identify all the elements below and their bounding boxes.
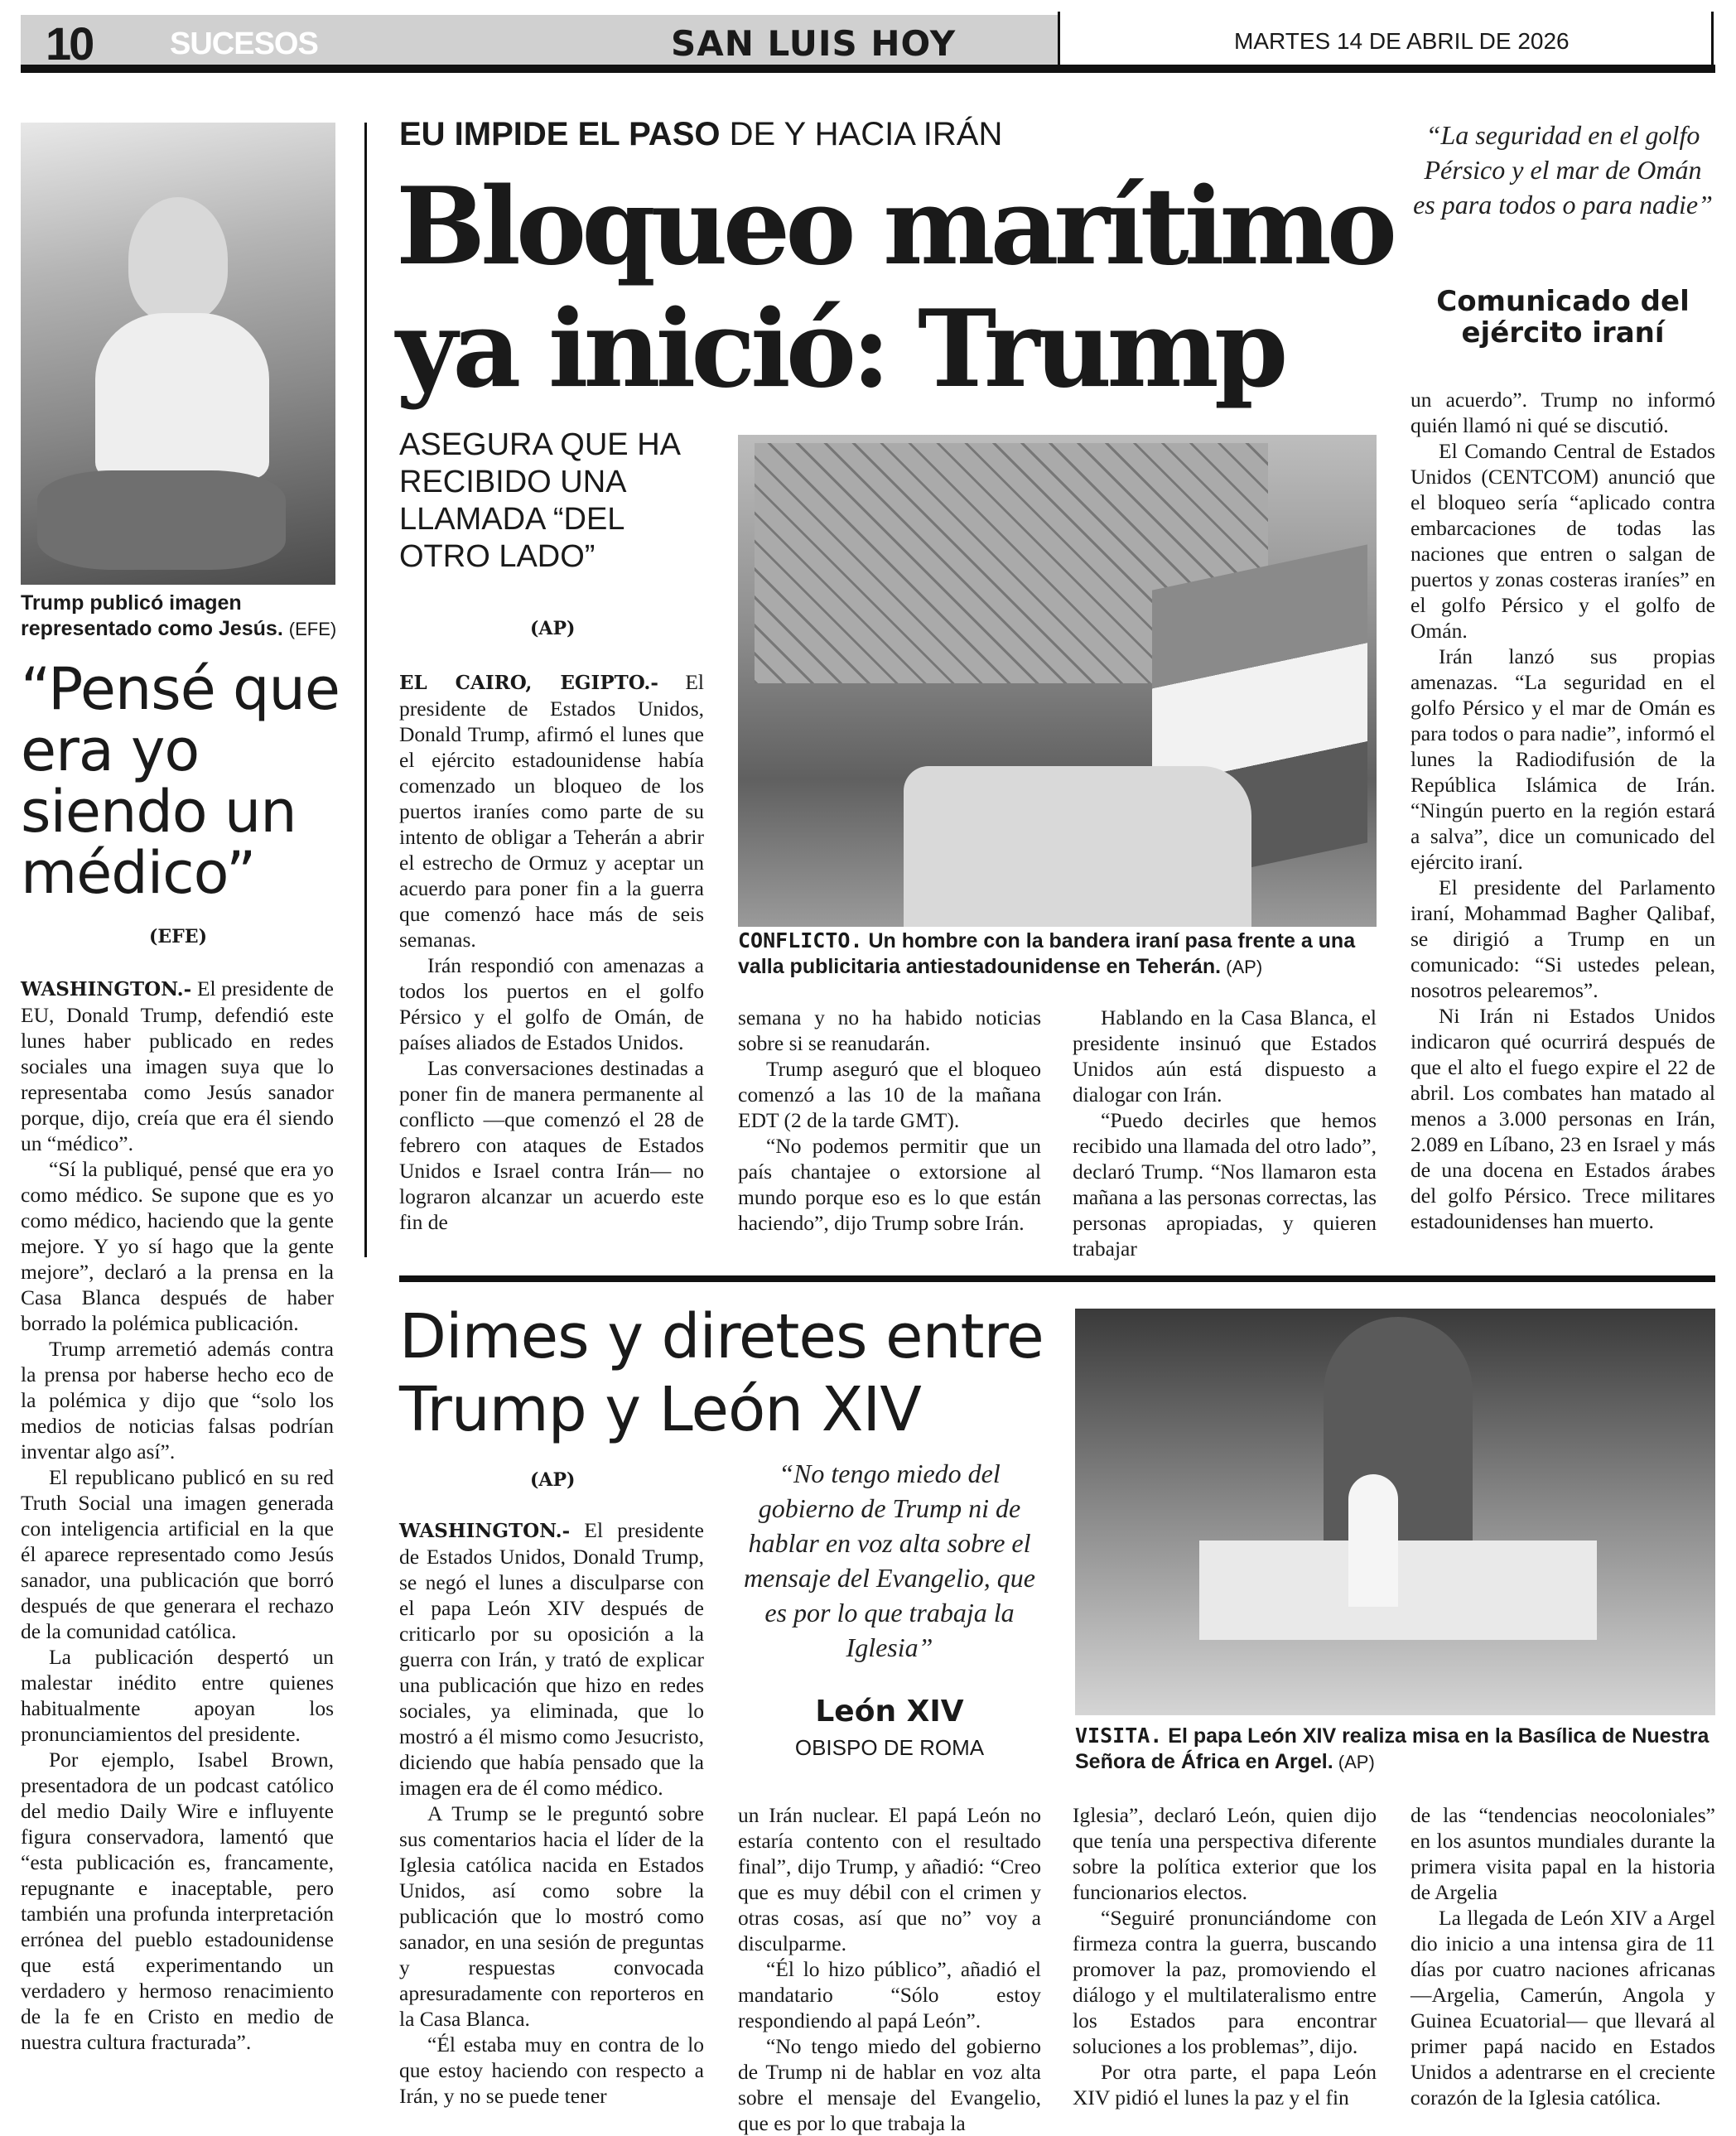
quote-title: OBISPO DE ROMA — [794, 1735, 985, 1760]
section-name: SUCESOS — [170, 27, 318, 61]
header-rule — [21, 65, 1715, 73]
header-divider — [1711, 12, 1714, 70]
photo-caption: VISITA. El papa León XIV realiza misa en la Basílica de Nuestra Señora de África en Argel. (AP) — [1075, 1724, 1709, 1773]
column-rule — [364, 123, 367, 1257]
main-body-col3: Hablando en la Casa Blanca, el presidente insinuó que Estados Unidos aún está dispuesto a dialogar con Irán. “Puedo decirles que hemos recibido una llamada del otro lado”, declaró Trump. “Nos llamaron esta mañana a las personas correctas, las personas apropiadas, y quieren trabajar — [1073, 1005, 1377, 1261]
page-number: 10 — [46, 17, 93, 70]
second-body-col1: WASHINGTON.- El presidente de Estados Unidos, Donald Trump, se negó el lunes a disculparse con el papa León XIV después de criticarlo por su oposición a la guerra con Irán, y trató de explicar una publicación que hizo en redes sociales, ya eliminada, que lo mostró a él mismo como Jesucristo, diciendo que había pensado que la imagen era de él como médico. A Trump se le preguntó sobre sus comentarios hacia el líder de la Iglesia católica nacida en Estados Unidos, así como sobre la publicación que lo mostró como sanador, en una sesión de preguntas y respuestas convocada apresuradamente con reporteros en la Casa Blanca. “Él estaba muy en contra de lo que estoy haciendo con respecto a Irán, y no se puede tener — [399, 1518, 704, 2108]
trump-jesus-image — [21, 123, 335, 585]
section-rule — [399, 1275, 1715, 1282]
car-shape — [904, 766, 1251, 927]
pull-quote: “No tengo miedo del gobierno de Trump ni de hablar en voz alta sobre el mensaje del Evangelio, que es por lo que trabaja la Iglesia” — [744, 1459, 1035, 1662]
statue-shape — [1324, 1317, 1473, 1565]
story-credit: (AP) — [530, 618, 576, 639]
pull-quote: “La seguridad en el golfo Pérsico y el mar de Omán es para todos o para nadie” — [1413, 120, 1713, 219]
deck: ASEGURA QUE HA RECIBIDO UNA LLAMADA “DEL OTRO LADO” — [399, 427, 679, 574]
kicker: EU IMPIDE EL PASO DE Y HACIA IRÁN — [399, 116, 1003, 152]
header-divider — [1058, 12, 1060, 70]
quote-source: Comunicado del ejército iraní — [1436, 285, 1690, 350]
story-credit: (AP) — [530, 1469, 576, 1491]
issue-date: MARTES 14 DE ABRIL DE 2026 — [1234, 28, 1570, 54]
second-headline: Dimes y diretes entre Trump y León XIV — [399, 1301, 1044, 1445]
tehran-photo — [738, 435, 1377, 927]
second-body-col3: Iglesia”, declaró León, quien dijo que tenía una perspectiva diferente sobre la política exterior que los funcionarios electos. “Seguiré pronunciándome con firmeza contra la guerra, buscando promover la paz, promoviendo el diálogo y el multilateralismo entre los Estados para encontrar soluciones a los problemas”, dijo. Por otra parte, el papa León XIV pidió el lunes la paz y el fin — [1073, 1803, 1377, 2109]
left-headline: “Pensé que era yo siendo un médico” — [21, 655, 340, 907]
figure-shape — [128, 197, 228, 321]
robe-shape — [95, 313, 269, 479]
photo-caption: CONFLICTO. Un hombre con la bandera iraní pasa frente a una valla publicitaria antiestadounidense en Teherán. (AP) — [738, 928, 1356, 978]
second-body-col4: de las “tendencias neocoloniales” en los asuntos mundiales durante la primera visita papal en la historia de Argelia La llegada de León XIV a Argel dio inicio a una intensa gira de 11 días por cuatro naciones africanas —Argelia, Camerún, Angola y Guinea Ecuatorial— que llevará al primer papá nacido en Estados Unidos a adentrarse en el creciente corazón de la Iglesia católica. — [1410, 1803, 1715, 2109]
story-credit: (EFE) — [149, 926, 207, 947]
pope-figure — [1348, 1474, 1398, 1607]
quote-name: León XIV — [815, 1695, 964, 1729]
main-body-col4: un acuerdo”. Trump no informó quién llamó ni qué se discutió. El Comando Central de Estados Unidos (CENTCOM) anunció que el bloqueo sería “aplicado contra embarcaciones de todas las naciones que entren o salgan de puertos y zonas costeras iraníes” en el golfo Pérsico y el golfo de Omán. Irán lanzó sus propias amenazas. “La seguridad en el golfo Pérsico y el mar de Omán es para todos o para nadie”, informó el lunes la Radiodifusión de la República Islámica de Irán. “Ningún puerto en la región estará a salva”, dice un comunicado del ejército iraní. El presidente del Parlamento iraní, Mohammad Bagher Qalibaf, se dirigió a Trump en un comunicado: “Si ustedes pelean, nosotros pelearemos”. Ni Irán ni Estados Unidos indicaron qué ocurrirá después de que el alto el fuego expire el 22 de abril. Los combates han matado al menos a 3.000 personas en Irán, 2.089 en Líbano, 23 en Israel y más de una docena en Estados árabes del golfo Pérsico. Trece militares estadounidenses han muerto. — [1410, 388, 1715, 1233]
bed-shape — [37, 470, 286, 570]
altar-shape — [1199, 1541, 1597, 1640]
main-body-col2: semana y no ha habido noticias sobre si se reanudarán. Trump aseguró que el bloqueo comenzó a las 10 de la mañana EDT (2 de la tarde GMT). “No podemos permitir que un país chantajee o extorsione al mundo porque eso es lo que están haciendo”, dijo Trump sobre Irán. — [738, 1005, 1041, 1235]
newspaper-name: SAN LUIS HOY — [671, 23, 957, 64]
second-body-col2: un Irán nuclear. El papá León no estaría contento con el resultado final”, dijo Trump, y añadió: “Creo que es muy débil con el crimen y otras cosas, así que no” voy a disculparme. “Él lo hizo público”, añadió el mandatario “Sólo estoy respondiendo al papá León”. “No tengo miedo del gobierno de Trump ni de hablar en voz alta sobre el mensaje del Evangelio, que es por lo que trabaja la — [738, 1803, 1041, 2135]
left-body: WASHINGTON.- El presidente de EU, Donald Trump, defendió este lunes haber publicado en redes sociales una imagen suya que lo representaba como Jesús sanador porque, dijo, creía que era él siendo un “médico”. “Sí la publiqué, pensé que era yo como médico. Se supone que es yo como médico, haciendo que la gente mejore. Y yo sí hago que la gente mejore”, declaró a la prensa en la Casa Blanca después de haber borrado la polémica publicación. Trump arremetió además contra la prensa por haberse hecho eco de la polémica y dijo que “solo los medios de noticias falsas podrían inventar algo así”. El republicano publicó en su red Truth Social una imagen generada con inteligencia artificial en la que él aparece representado como Jesús sanador, una publicación que borró después de que generara el rechazo de la comunidad católica. La publicación despertó un malestar inédito entre quienes habitualmente apoyan los pronunciamientos del presidente. Por ejemplo, Isabel Brown, presentadora de un podcast católico del medio Daily Wire e influyente figura conservadora, lamentó que “esta publicación es, francamente, repugnante e inaceptable, pero también una profunda interpretación errónea del pueblo estadounidense que está experimentando un verdadero y hermoso renacimiento de la fe en Cristo en medio de nuestra cultura fracturada”. — [21, 976, 334, 2054]
basilica-photo — [1075, 1309, 1715, 1715]
photo-caption: Trump publicó imagen representado como Jesús. (EFE) — [21, 591, 337, 640]
main-headline: Bloqueo marítimo ya inició: Trump — [396, 165, 1393, 412]
main-body-col1: EL CAIRO, EGIPTO.- El presidente de Estados Unidos, Donald Trump, afirmó el lunes que el ejército estadounidense había comenzado un bloqueo de los puertos iraníes como parte de su intento de obligar a Teherán a abrir el estrecho de Ormuz y aceptar un acuerdo para poner fin a la guerra que comenzó hace más de seis semanas. Irán respondió con amenazas a todos los puertos en el golfo Pérsico y el golfo de Omán, de países aliados de Estados Unidos. Las conversaciones destinadas a poner fin de manera permanente al conflicto —que comenzó el 28 de febrero con ataques de Estados Unidos e Israel contra Irán— no lograron alcanzar un acuerdo este fin de — [399, 670, 704, 1234]
